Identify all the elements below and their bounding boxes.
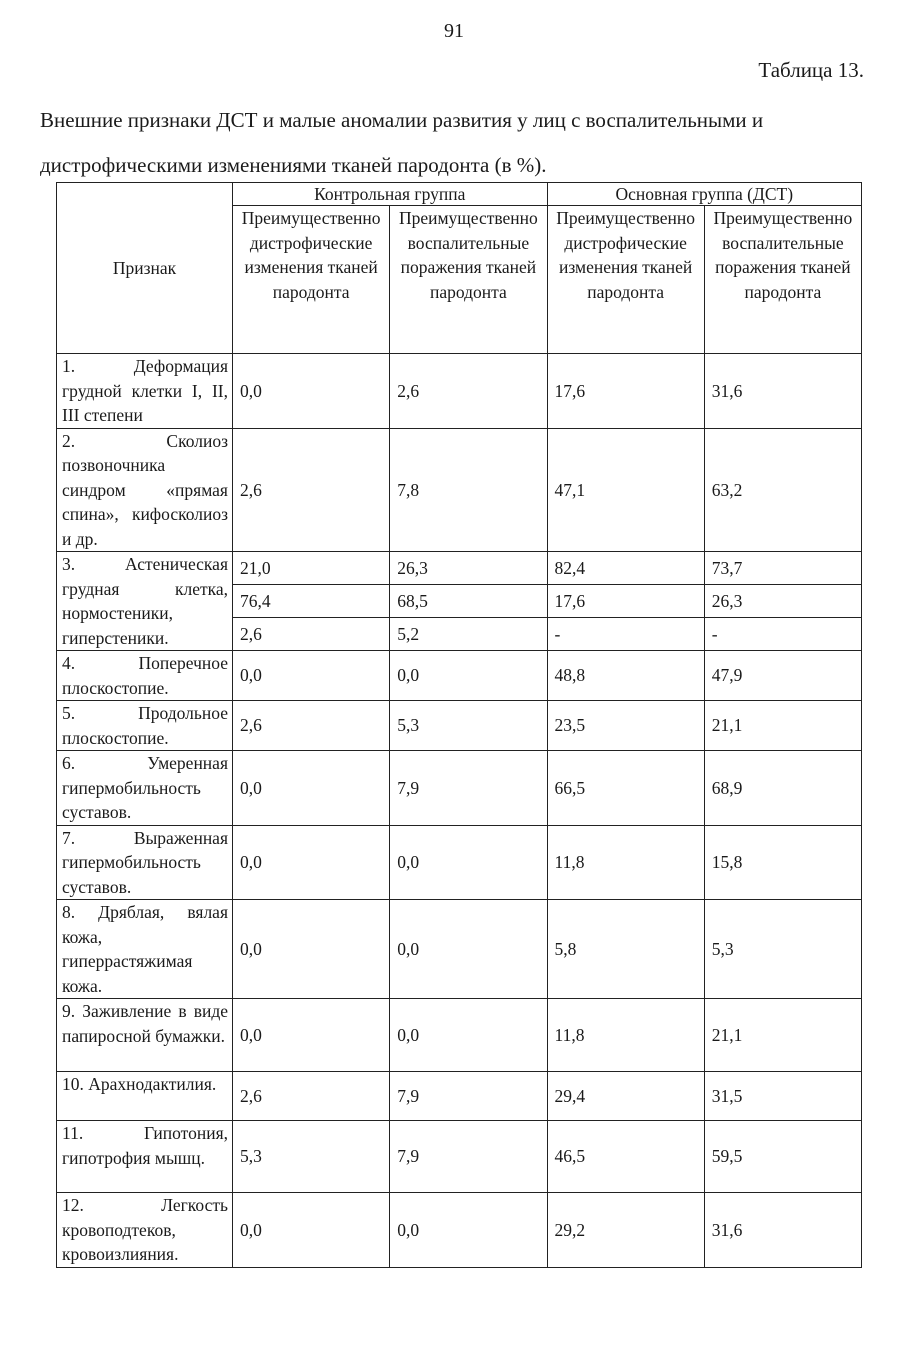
cell-value: 0,0 (390, 999, 547, 1072)
cell-value: 5,3 (390, 701, 547, 751)
cell-value: 29,2 (547, 1193, 704, 1268)
cell-value: 26,3 (390, 552, 547, 585)
cell-value: 47,1 (547, 428, 704, 552)
row-sign: 4. Поперечное плоскостопие. (57, 651, 233, 701)
cell-value: 0,0 (233, 1193, 390, 1268)
cell-value: 31,6 (704, 1193, 861, 1268)
cell-value: 5,8 (547, 900, 704, 999)
header-main-inflammatory: Преимущественно воспалительные поражения тканей пародонта (704, 206, 861, 354)
cell-value: 0,0 (390, 1193, 547, 1268)
table-caption: Внешние признаки ДСТ и малые аномалии развития у лиц с воспалительными и дистрофическими изменениями тканей пародонта (в %). (40, 108, 764, 177)
header-control-dystrophic: Преимущественно дистрофические изменения тканей пародонта (233, 206, 390, 354)
cell-value: 76,4 (233, 585, 390, 618)
cell-value: 0,0 (233, 999, 390, 1072)
table-row (57, 1121, 862, 1193)
cell-value: 0,0 (390, 651, 547, 701)
cell-value: 17,6 (547, 585, 704, 618)
table-row (57, 825, 862, 900)
cell-value: 47,9 (704, 651, 861, 701)
cell-value: 68,9 (704, 751, 861, 826)
row-sign: 6. Умеренная гипермобильность суставов. (57, 751, 233, 826)
cell-value: 31,5 (704, 1072, 861, 1121)
cell-value: - (704, 618, 861, 651)
cell-value: 17,6 (547, 354, 704, 429)
cell-value: 2,6 (233, 701, 390, 751)
cell-value: 2,6 (233, 1072, 390, 1121)
cell-value: 0,0 (233, 900, 390, 999)
table-row (57, 1193, 862, 1268)
cell-value: 0,0 (233, 825, 390, 900)
table-row (57, 999, 862, 1072)
header-group-main: Основная группа (ДСТ) (547, 183, 862, 206)
header-main-dystrophic: Преимущественно дистрофические изменения тканей пародонта (547, 206, 704, 354)
cell-value: 29,4 (547, 1072, 704, 1121)
data-table (56, 182, 862, 1268)
cell-value: 5,2 (390, 618, 547, 651)
cell-value: 7,9 (390, 1072, 547, 1121)
row-sign: 8. Дряблая, вялая кожа, гиперрастяжимая кожа. (57, 900, 233, 999)
cell-value: - (547, 618, 704, 651)
row-sign: 9. Заживление в виде папиросной бумажки. (57, 999, 233, 1072)
cell-value: 0,0 (390, 825, 547, 900)
cell-value: 0,0 (390, 900, 547, 999)
cell-value: 21,1 (704, 999, 861, 1072)
cell-value: 82,4 (547, 552, 704, 585)
table-row (57, 701, 862, 751)
table-row (57, 428, 862, 552)
cell-value: 7,9 (390, 751, 547, 826)
cell-value: 15,8 (704, 825, 861, 900)
cell-value: 66,5 (547, 751, 704, 826)
cell-value: 2,6 (233, 618, 390, 651)
row-sign: 10. Арахнодактилия. (57, 1072, 233, 1121)
cell-value: 23,5 (547, 701, 704, 751)
cell-value: 26,3 (704, 585, 861, 618)
group-header-row (57, 183, 862, 206)
row-sign: 7. Выраженная гипермобильность суставов. (57, 825, 233, 900)
table-row (57, 354, 862, 429)
header-sign: Признак (57, 183, 233, 354)
row-sign: 11. Гипотония, гипотрофия мышц. (57, 1121, 233, 1193)
cell-value: 21,1 (704, 701, 861, 751)
cell-value: 59,5 (704, 1121, 861, 1193)
cell-value: 0,0 (233, 651, 390, 701)
cell-value: 68,5 (390, 585, 547, 618)
row-sign: 3. Астеническая грудная клетка, нормостеники, гиперстеники. (57, 552, 233, 651)
cell-value: 7,8 (390, 428, 547, 552)
cell-value: 11,8 (547, 999, 704, 1072)
cell-value: 2,6 (390, 354, 547, 429)
cell-value: 7,9 (390, 1121, 547, 1193)
row-sign: 2. Сколиоз позвоночника синдром «прямая спина», кифосколиоз и др. (57, 428, 233, 552)
cell-value: 5,3 (704, 900, 861, 999)
header-group-control: Контрольная группа (233, 183, 548, 206)
cell-value: 11,8 (547, 825, 704, 900)
cell-value: 2,6 (233, 428, 390, 552)
cell-value: 63,2 (704, 428, 861, 552)
row-sign: 1. Деформация грудной клетки I, II, III степени (57, 354, 233, 429)
table-row (57, 552, 862, 585)
table-row (57, 751, 862, 826)
cell-value: 5,3 (233, 1121, 390, 1193)
table-row (57, 900, 862, 999)
page-number: 91 (444, 20, 464, 42)
cell-value: 21,0 (233, 552, 390, 585)
cell-value: 0,0 (233, 354, 390, 429)
cell-value: 48,8 (547, 651, 704, 701)
table-label: Таблица 13. (758, 58, 864, 82)
table-row (57, 1072, 862, 1121)
cell-value: 31,6 (704, 354, 861, 429)
row-sign: 5. Продольное плоскостопие. (57, 701, 233, 751)
header-control-inflammatory: Преимущественно воспалительные поражения тканей пародонта (390, 206, 547, 354)
cell-value: 0,0 (233, 751, 390, 826)
cell-value: 46,5 (547, 1121, 704, 1193)
table-row (57, 651, 862, 701)
cell-value: 73,7 (704, 552, 861, 585)
row-sign: 12. Легкость кровоподтеков, кровоизлияния. (57, 1193, 233, 1268)
